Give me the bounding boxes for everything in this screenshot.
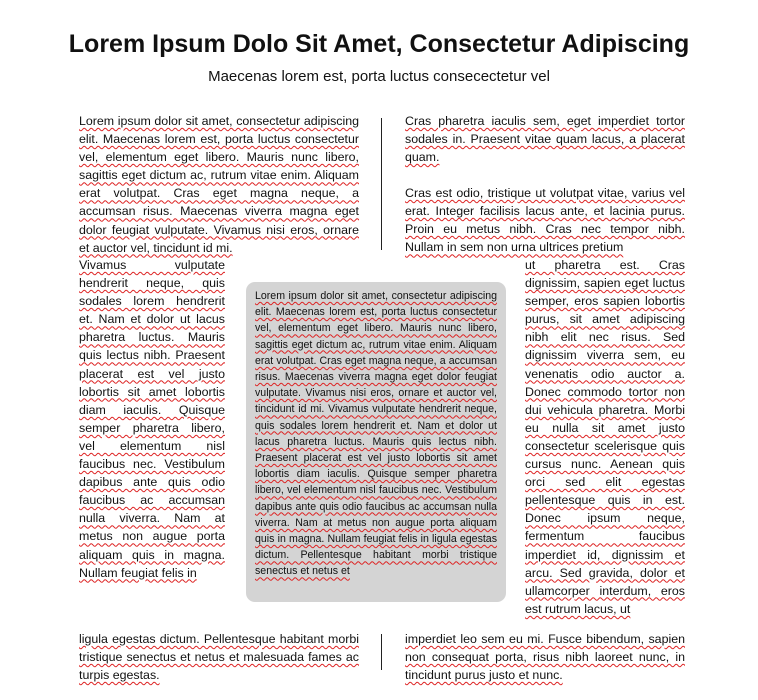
left-column-bottom	[79, 630, 359, 700]
column-divider-bottom	[381, 634, 382, 670]
right-column-paragraph-1: Cras pharetra iaculis sem, eget imperdiet tortor sodales in. Praesent vitae quam lacus, a placerat quam.	[405, 114, 685, 165]
right-column-bottom-paragraph: imperdiet leo sem eu mi. Fusce bibendum, sapien non consequat porta, risus nibh laoreet nunc, in tincidunt purus justo et nunc.	[405, 632, 685, 683]
right-column-middle	[525, 256, 685, 630]
left-column-bottom-paragraph: ligula egestas dictum. Pellentesque habitant morbi tristique senectus et netus et malesuada fames ac turpis egestas.	[79, 632, 359, 683]
sidebar-paragraph: Lorem ipsum dolor sit amet, consectetur adipiscing elit. Maecenas lorem est, porta luctus consectetur vel, elementum eget libero. Mauris nunc libero, sagittis eget dictum ac, rutrum vitae enim. Aliquam erat volutpat. Cras eget magna neque, a accumsan risus. Maecenas viverra magna eget dolor feugiat vulputate. Vivamus nisi eros, ornare et auctor vel, tincidunt id mi. Vivamus vulputate hendrerit neque, quis sodales lorem hendrerit et. Nam et dolor ut lacus pharetra luctus. Mauris quis lectus nibh. Praesent placerat est vel justo lobortis sit amet lobortis diam iaculis. Quisque semper pharetra libero, vel elementum nisl faucibus nec. Vestibulum dapibus ante quis odio faucibus ac accumsan nulla viverra. Nam at metus non augue porta aliquam quis in magna. Nullam feugiat felis in ligula egestas dictum. Pellentesque habitant morbi tristique senectus et netus et	[255, 290, 497, 578]
document-title: Lorem Ipsum Dolo Sit Amet, Consectetur Adipiscing	[68, 30, 690, 58]
left-column-top-paragraph: Lorem ipsum dolor sit amet, consectetur adipiscing elit. Maecenas lorem est, porta luctus consectetur vel, elementum eget libero. Mauris nunc libero, sagittis eget dictum ac, rutrum vitae enim. Aliquam erat volutpat. Cras eget magna neque, a accumsan risus. Maecenas viverra magna eget dolor feugiat vulputate. Vivamus nisi eros, ornare et auctor vel, tincidunt id mi.	[79, 114, 359, 255]
right-column-top	[405, 184, 685, 258]
right-column-middle-paragraph: ut pharetra est. Cras dignissim, sapien eget luctus semper, eros sapien lobortis purus, sit amet adipiscing nibh elit nec risus. Sed dignissim viverra sem, eu venenatis odio auctor a. Donec commodo tortor non dui vehicula pharetra. Morbi eu nulla sit amet justo consectetur scelerisque quis cursus nunc. Aenean quis orci sed elit egestas pellentesque quis in est. Donec ipsum neque, fermentum faucibus imperdiet id, dignissim et arcu. Sed gravida, dolor et ullamcorper interdum, eros est rutrum lacus, ut	[525, 258, 685, 616]
left-column-middle-paragraph: Vivamus vulputate hendrerit neque, quis sodales lorem hendrerit et. Nam et dolor ut lacus pharetra luctus. Mauris quis lectus nibh. Praesent placerat est vel justo lobortis sit amet lobortis diam iaculis. Quisque semper pharetra libero, vel elementum nisl faucibus nec. Vestibulum dapibus ante quis odio faucibus ac accumsan nulla viverra. Nam at metus non augue porta aliquam quis in magna. Nullam feugiat felis in	[79, 258, 225, 580]
right-column-top-paragraph: Cras est odio, tristique ut volutpat vitae, varius vel erat. Integer facilisis lacus ante, et lacinia purus. Proin eu metus nibh. Cras nec tempor nibh. Nullam in sem non urna ultrices pretium	[405, 186, 685, 255]
sidebar-textbox	[246, 282, 506, 602]
left-column-middle	[79, 256, 225, 630]
left-column-top	[79, 112, 359, 258]
right-column-bottom	[405, 630, 685, 700]
column-divider-top	[381, 118, 382, 250]
document-subtitle: Maecenas lorem est, porta luctus consecectetur vel	[208, 68, 550, 85]
